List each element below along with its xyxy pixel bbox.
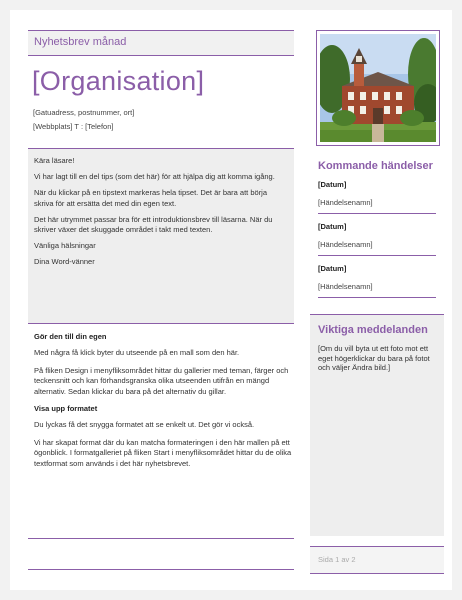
important-notices-title: Viktiga meddelanden <box>318 324 428 336</box>
page-number: Sida 1 av 2 <box>318 555 356 564</box>
upcoming-events-sidebar[interactable] <box>310 148 444 314</box>
article-body[interactable] <box>34 332 296 476</box>
important-notices-box[interactable] <box>310 314 444 536</box>
event-name[interactable]: [Händelsenamn] <box>318 198 436 214</box>
event-date[interactable]: [Datum] <box>318 180 347 189</box>
newsletter-month-label: Nyhetsbrev månad <box>34 36 127 48</box>
intro-paragraph: Vänliga hälsningar <box>34 241 96 250</box>
event-date[interactable]: [Datum] <box>318 222 347 231</box>
article-heading: Gör den till din egen <box>34 332 107 341</box>
page-number-footer <box>310 546 444 574</box>
intro-letter-box[interactable] <box>28 148 294 324</box>
web-phone-line[interactable]: [Webbplats] T : [Telefon] <box>33 122 114 131</box>
footer-left-band <box>28 538 294 570</box>
newsletter-month-header[interactable] <box>28 30 294 56</box>
upcoming-events-title: Kommande händelser <box>318 160 433 172</box>
schoolhouse-photo <box>320 34 436 142</box>
event-name[interactable]: [Händelsenamn] <box>318 282 436 298</box>
intro-paragraph: Vi har lagt till en del tips (som det här) för att hjälpa dig att komma igång. <box>34 172 275 181</box>
address-line[interactable]: [Gatuadress, postnummer, ort] <box>33 108 135 117</box>
event-date[interactable]: [Datum] <box>318 264 347 273</box>
newsletter-page <box>10 10 452 590</box>
article-paragraph: På fliken Design i menyfliksområdet hittar du gallerier med teman, färger och teckensnitt och kan förhandsgranska olika utseenden utifrån en mängd alternativ. Sedan klickar du bara på det alternativ du gillar. <box>34 365 289 396</box>
article-heading: Visa upp formatet <box>34 404 98 413</box>
intro-paragraph: Kära läsare! <box>34 156 75 165</box>
article-paragraph: Med några få klick byter du utseende på en mall som den här. <box>34 348 240 357</box>
important-notices-text: [Om du vill byta ut ett foto mot ett eget högerklickar du bara på fotot och väljer Ändra bild.] <box>318 344 430 372</box>
organisation-title[interactable]: [Organisation] <box>32 66 205 96</box>
intro-paragraph: Dina Word-vänner <box>34 257 95 266</box>
intro-paragraph: När du klickar på en tipstext markeras hela tipset. Det är bara att börja skriva för att ersätta det med din egen text. <box>34 188 268 208</box>
photo-frame[interactable] <box>316 30 440 146</box>
article-paragraph: Vi har skapat format där du kan matcha formateringen i den här mallen på ett ögonblick. I formatgalleriet på fliken Start i menyfliksområdet hittar du de olika textformat som används i det här nyhetsbrevet. <box>34 437 292 468</box>
event-name[interactable]: [Händelsenamn] <box>318 240 436 256</box>
intro-paragraph: Det här utrymmet passar bra för ett introduktionsbrev till läsarna. När du skriver växer det skuggade området i takt med texten. <box>34 214 273 234</box>
article-paragraph: Du lyckas få det snygga formatet att se enkelt ut. Det gör vi också. <box>34 420 255 429</box>
